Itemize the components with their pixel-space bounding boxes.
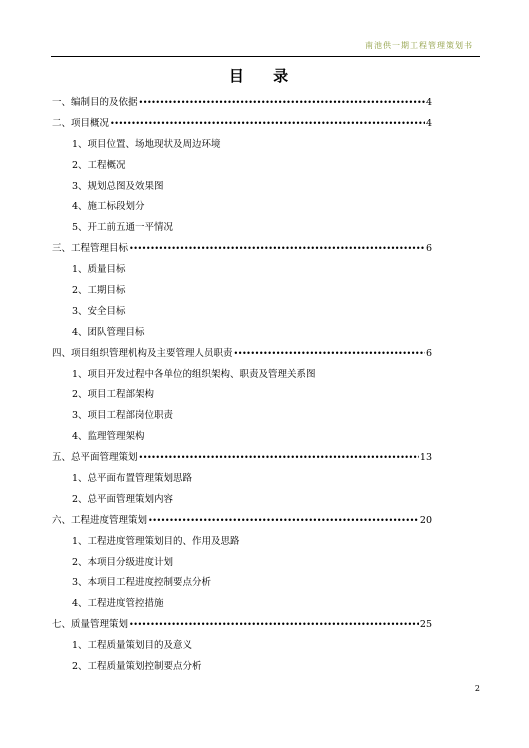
toc-entry-label: 二、项目概况 bbox=[52, 117, 110, 129]
toc-subsection-entry[interactable] bbox=[52, 135, 432, 156]
toc-section-entry[interactable] bbox=[52, 239, 432, 260]
toc-entry-label: 一、编制目的及依据 bbox=[52, 97, 138, 108]
toc-entry-label: 1、质量目标 bbox=[72, 264, 126, 276]
toc-subsection-entry[interactable] bbox=[52, 636, 432, 657]
toc-entry-label: 3、安全目标 bbox=[72, 305, 126, 317]
toc-entry-label: 3、项目工程部岗位职责 bbox=[72, 410, 174, 422]
toc-subsection-entry[interactable] bbox=[52, 156, 432, 177]
toc-entry-label: 四、项目组织管理机构及主要管理人员职责 bbox=[52, 347, 233, 359]
toc-entry-label: 1、项目开发过程中各单位的组织架构、职责及管理关系图 bbox=[72, 368, 316, 380]
toc-subsection-entry[interactable] bbox=[52, 323, 432, 344]
toc-subsection-entry[interactable] bbox=[52, 302, 432, 323]
toc-entry-label: 1、总平面布置管理策划思路 bbox=[72, 473, 193, 485]
toc-dot-leader bbox=[129, 239, 425, 260]
toc-subsection-entry[interactable] bbox=[52, 385, 432, 406]
toc-subsection-entry[interactable] bbox=[52, 197, 432, 218]
toc-entry-label: 4、团队管理目标 bbox=[72, 326, 145, 338]
toc-subsection-entry[interactable] bbox=[52, 260, 432, 281]
toc-subsection-entry[interactable] bbox=[52, 573, 432, 594]
toc-entry-label: 2、工程质量策划控制要点分析 bbox=[72, 661, 202, 673]
toc-subsection-entry[interactable] bbox=[52, 406, 432, 427]
toc-dot-leader bbox=[139, 93, 425, 114]
toc-section-entry[interactable] bbox=[52, 114, 432, 135]
toc-subsection-entry[interactable] bbox=[52, 594, 432, 615]
toc-entry-label: 七、质量管理策划 bbox=[52, 619, 129, 631]
toc-entry-label: 2、工期目标 bbox=[72, 285, 126, 297]
toc-dot-leader bbox=[110, 114, 425, 135]
toc-entry-label: 六、工程进度管理策划 bbox=[52, 514, 148, 526]
toc-subsection-entry[interactable] bbox=[52, 427, 432, 448]
toc-subsection-entry[interactable] bbox=[52, 218, 432, 239]
toc-entry-label: 1、项目位置、场地现状及周边环境 bbox=[72, 138, 221, 150]
toc-section-entry[interactable] bbox=[52, 344, 432, 365]
toc-dot-leader bbox=[234, 344, 425, 365]
toc-subsection-entry[interactable] bbox=[52, 553, 432, 574]
toc-entry-label: 2、项目工程部架构 bbox=[72, 389, 155, 401]
toc-entry-label: 1、工程质量策划目的及意义 bbox=[72, 640, 193, 652]
toc-section-entry[interactable] bbox=[52, 448, 432, 469]
toc-page-number: 4 bbox=[425, 117, 432, 129]
toc-dot-leader bbox=[148, 511, 419, 532]
toc-entry-label: 3、规划总图及效果图 bbox=[72, 180, 164, 192]
toc-entry-label: 1、工程进度管理策划目的、作用及思路 bbox=[72, 535, 240, 547]
toc-entry-label: 2、总平面管理策划内容 bbox=[72, 493, 174, 505]
toc-subsection-entry[interactable] bbox=[52, 490, 432, 511]
toc-subsection-entry[interactable] bbox=[52, 365, 432, 386]
toc-subsection-entry[interactable] bbox=[52, 469, 432, 490]
toc-entry-label: 三、工程管理目标 bbox=[52, 243, 129, 255]
toc-subsection-entry[interactable] bbox=[52, 657, 432, 678]
toc-page-number: 25 bbox=[419, 619, 432, 631]
toc-section-entry[interactable] bbox=[52, 93, 432, 114]
toc-section-entry[interactable] bbox=[52, 615, 432, 636]
toc-page-number: 6 bbox=[425, 347, 432, 359]
toc-entry-label: 2、工程概况 bbox=[72, 159, 126, 171]
header-divider bbox=[51, 56, 480, 57]
toc-page-number: 13 bbox=[419, 452, 432, 464]
page-number: 2 bbox=[474, 684, 480, 693]
toc-entry-label: 4、施工标段划分 bbox=[72, 201, 145, 213]
toc-entry-label: 2、本项目分级进度计划 bbox=[72, 556, 174, 568]
toc-subsection-entry[interactable] bbox=[52, 177, 432, 198]
toc-page-number: 6 bbox=[425, 243, 432, 255]
toc-dot-leader bbox=[139, 448, 419, 469]
toc-subsection-entry[interactable] bbox=[52, 532, 432, 553]
table-of-contents bbox=[52, 93, 432, 678]
toc-entry-label: 4、监理管理架构 bbox=[72, 431, 145, 443]
toc-subsection-entry[interactable] bbox=[52, 281, 432, 302]
toc-page-number: 20 bbox=[419, 514, 432, 526]
toc-entry-label: 3、本项目工程进度控制要点分析 bbox=[72, 577, 212, 589]
toc-dot-leader bbox=[129, 615, 419, 636]
toc-page-number: 4 bbox=[425, 97, 432, 108]
toc-entry-label: 五、总平面管理策划 bbox=[52, 452, 138, 464]
toc-entry-label: 5、开工前五通一平情况 bbox=[72, 222, 174, 234]
toc-section-entry[interactable] bbox=[52, 511, 432, 532]
page-title: 目 录 bbox=[228, 67, 301, 85]
toc-entry-label: 4、工程进度管控措施 bbox=[72, 598, 164, 610]
running-header: 南池供一期工程管理策划书 bbox=[365, 41, 473, 50]
